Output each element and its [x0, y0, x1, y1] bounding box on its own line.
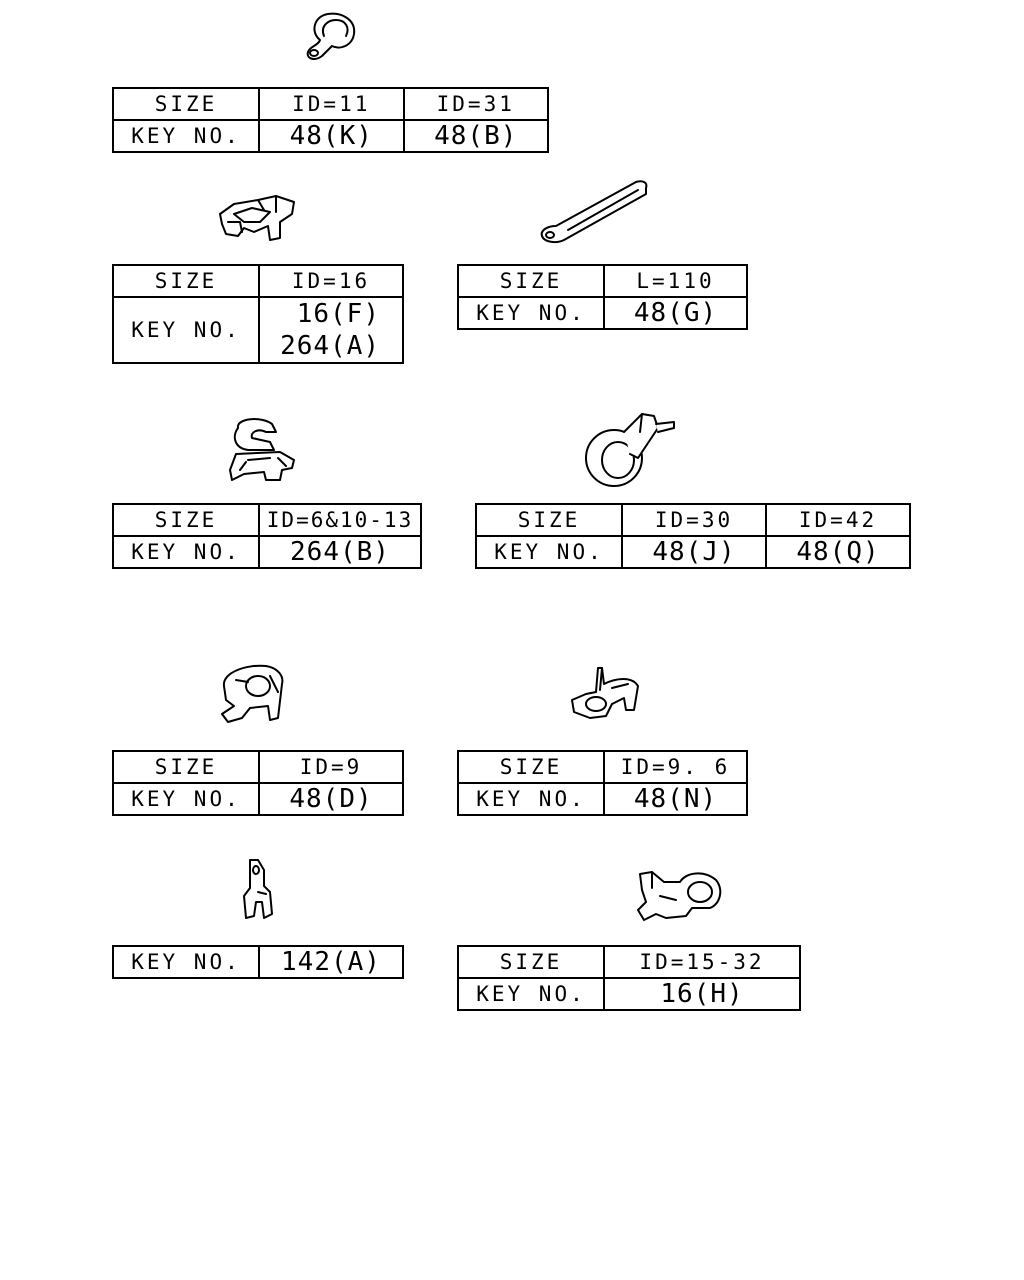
- spec-table-harness-clip: [112, 264, 404, 364]
- size-label: SIZE: [113, 751, 259, 783]
- key-no-label: KEY NO.: [113, 946, 259, 978]
- size-value: ID=9. 6: [604, 751, 747, 783]
- clamp-clip-icon: [630, 866, 726, 926]
- key-no-label: KEY NO.: [113, 783, 259, 815]
- size-label: SIZE: [458, 751, 604, 783]
- key-no-value: 48(G): [604, 297, 747, 329]
- key-no-value-line: 264(A): [280, 331, 380, 361]
- size-value: ID=31: [404, 88, 549, 120]
- key-no-label: KEY NO.: [458, 297, 604, 329]
- size-value: ID=6&10-13: [259, 504, 421, 536]
- size-value: ID=30: [622, 504, 766, 536]
- band-clamp-icon: [580, 406, 680, 492]
- size-label: SIZE: [113, 265, 259, 297]
- key-no-label: KEY NO.: [458, 783, 604, 815]
- strap-band-icon: [536, 176, 652, 248]
- key-no-label: KEY NO.: [458, 978, 604, 1010]
- hose-clip-icon: [566, 664, 642, 724]
- double-clip-icon: [222, 414, 302, 488]
- key-no-value: [259, 297, 403, 363]
- harness-clip-icon: [214, 192, 300, 244]
- key-no-value: 264(B): [259, 536, 421, 568]
- key-no-value: 48(N): [604, 783, 747, 815]
- spec-table-clamp-clip: [457, 945, 801, 1011]
- spec-table-tab-clip: [112, 945, 404, 979]
- key-no-value: 16(H): [604, 978, 800, 1010]
- spec-table-strap-band: [457, 264, 748, 330]
- spec-table-pipe-clip: [112, 750, 404, 816]
- key-no-label: KEY NO.: [113, 120, 259, 152]
- size-value: ID=11: [259, 88, 404, 120]
- key-no-value: 48(Q): [766, 536, 910, 568]
- key-no-label: KEY NO.: [476, 536, 622, 568]
- pipe-clip-icon: [214, 662, 294, 728]
- size-label: SIZE: [476, 504, 622, 536]
- r-clamp-icon: [300, 6, 364, 68]
- size-value: ID=15-32: [604, 946, 800, 978]
- key-no-value: 48(J): [622, 536, 766, 568]
- size-label: SIZE: [458, 946, 604, 978]
- spec-table-r-clamp: [112, 87, 549, 153]
- key-no-value: 48(K): [259, 120, 404, 152]
- size-value: ID=42: [766, 504, 910, 536]
- spec-table-band-clamp: [475, 503, 911, 569]
- size-value: ID=16: [259, 265, 403, 297]
- size-value: ID=9: [259, 751, 403, 783]
- size-value: L=110: [604, 265, 747, 297]
- spec-table-hose-clip: [457, 750, 748, 816]
- spec-table-double-clip: [112, 503, 422, 569]
- size-label: SIZE: [113, 504, 259, 536]
- tab-clip-icon: [236, 856, 282, 922]
- key-no-value: 48(D): [259, 783, 403, 815]
- key-no-label: KEY NO.: [113, 536, 259, 568]
- key-no-value-line: 16(F): [296, 299, 380, 329]
- size-label: SIZE: [458, 265, 604, 297]
- key-no-label: KEY NO.: [113, 297, 259, 363]
- size-label: SIZE: [113, 88, 259, 120]
- key-no-value: 48(B): [404, 120, 549, 152]
- key-no-value: 142(A): [259, 946, 403, 978]
